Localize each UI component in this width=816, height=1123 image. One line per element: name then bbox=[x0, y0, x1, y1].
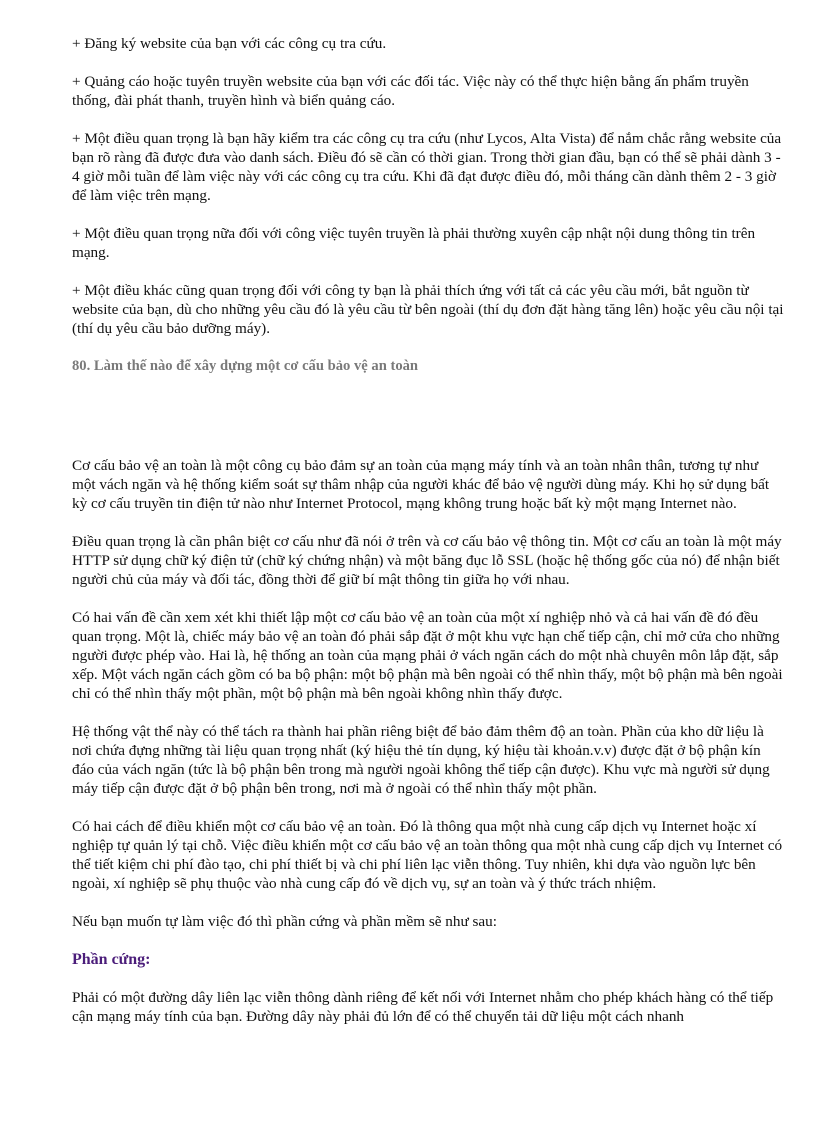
paragraph-two-issues: Có hai vấn đề cần xem xét khi thiết lập một cơ cấu bảo vệ an toàn của một xí nghiệp nhỏ và cả hai vấn đề đó đều quan trọng. Một là, chiếc máy bảo vệ an toàn đó phải sắp đặt ở một khu vực hạn chế tiếp cận, chỉ mở cửa cho những người được phép vào. Hai là, hệ thống an toàn của mạng phải ở vách ngăn cách do một nhà chuyên môn lắp đặt, sắp xếp. Một vách ngăn cách gồm có ba bộ phận: một bộ phận mà bên ngoài có thể nhìn thấy, một bộ phận mà bên ngoài chỉ có thể nhìn thấy một phần, một bộ phận mà bên ngoài không nhìn thấy được. bbox=[72, 609, 783, 702]
paragraph-physical-system: Hệ thống vật thể này có thể tách ra thành hai phần riêng biệt để bảo đảm thêm độ an toàn. Phần của kho dữ liệu là nơi chứa đựng những tài liệu quan trọng nhất (ký hiệu thẻ tín dụng, ký hiệu tài khoản.v.v) được đặt ở bộ phận kín đáo của vách ngăn (tức là bộ phận bên trong mà người ngoài không thể tiếp cận được). Khu vực mà người sử dụng máy tiếp cận được đặt ở bộ phận bên trong, nơi mà ở ngoài có thể nhìn thấy một phần. bbox=[72, 723, 770, 797]
paragraph-security-distinction: Điều quan trọng là cần phân biệt cơ cấu như đã nói ở trên và cơ cấu bảo vệ thông tin. Một cơ cấu an toàn là một máy HTTP sử dụng chữ ký điện tử (chữ ký chứng nhận) và một băng đục lỗ SSL (hoặc hệ thống gốc của nó) để nhận biết người chủ của máy và đối tác, đồng thời để giữ bí mật thông tin giữa họ với nhau. bbox=[72, 533, 782, 588]
subheading-hardware: Phần cứng: bbox=[72, 951, 151, 968]
paragraph-security-definition: Cơ cấu bảo vệ an toàn là một công cụ bảo đảm sự an toàn của mạng máy tính và an toàn nhân thân, tương tự như một vách ngăn và hệ thống kiểm soát sự thâm nhập của người khác để bảo vệ người dùng máy. Khi họ sử dụng bất kỳ cơ cấu truyền tin điện tử nào như Internet Protocol, mạng không trung hoặc bất kỳ một mạng Internet nào. bbox=[72, 457, 770, 512]
paragraph-dedicated-line: Phải có một đường dây liên lạc viễn thông dành riêng để kết nối với Internet nhằm cho phép khách hàng có thể tiếp cận mạng máy tính của bạn. Đường dây này phải đủ lớn để có thể chuyển tải dữ liệu một cách nhanh bbox=[72, 989, 774, 1025]
paragraph-register-search-engines: + Đăng ký website của bạn với các công cụ tra cứu. bbox=[72, 35, 387, 52]
document-page bbox=[72, 34, 784, 1045]
paragraph-advertise-partners: + Quảng cáo hoặc tuyên truyền website của bạn với các đối tác. Việc này có thể thực hiện bằng ấn phẩm truyền thống, đài phát thanh, truyền hình và biển quảng cáo. bbox=[72, 73, 749, 109]
paragraph-do-it-yourself: Nếu bạn muốn tự làm việc đó thì phần cứng và phần mềm sẽ như sau: bbox=[72, 913, 497, 930]
paragraph-two-control-methods: Có hai cách để điều khiển một cơ cấu bảo vệ an toàn. Đó là thông qua một nhà cung cấp dịch vụ Internet hoặc xí nghiệp tự quản lý tại chỗ. Việc điều khiển một cơ cấu bảo vệ an toàn thông qua một nhà cung cấp dịch vụ Internet có thể tiết kiệm chi phí đào tạo, chi phí thiết bị và chi phí liên lạc viễn thông. Tuy nhiên, khi dựa vào nguồn lực bên ngoài, xí nghiệp sẽ phụ thuộc vào nhà cung cấp đó về dịch vụ, sự an toàn và ý thức trách nhiệm. bbox=[72, 818, 783, 892]
paragraph-update-content: + Một điều quan trọng nữa đối với công việc tuyên truyền là phải thường xuyên cập nhật nội dung thông tin trên mạng. bbox=[72, 225, 756, 261]
paragraph-adapt-requests: + Một điều khác cũng quan trọng đối với công ty bạn là phải thích ứng với tất cả các yêu cầu mới, bắt nguồn từ website của bạn, dù cho những yêu cầu đó là yêu cầu từ bên ngoài (thí dụ đơn đặt hàng tăng lên) hoặc yêu cầu nội tại (thí dụ yêu cầu bảo dưỡng máy). bbox=[72, 282, 784, 337]
blank-space bbox=[72, 376, 784, 456]
paragraph-check-search-engines: + Một điều quan trọng là bạn hãy kiểm tra các công cụ tra cứu (như Lycos, Alta Vista) để nắm chắc rằng website của bạn rõ ràng đã được đưa vào danh sách. Điều đó sẽ cần có thời gian. Trong thời gian đầu, bạn có thể sẽ phải dành 3 - 4 giờ mỗi tuần để làm việc này với các công cụ tra cứu. Khi đã đạt được điều đó, mỗi tháng cần dành thêm 2 - 3 giờ để làm việc trên mạng. bbox=[72, 130, 782, 204]
section-heading: 80. Làm thế nào để xây dựng một cơ cấu bảo vệ an toàn bbox=[72, 358, 419, 374]
